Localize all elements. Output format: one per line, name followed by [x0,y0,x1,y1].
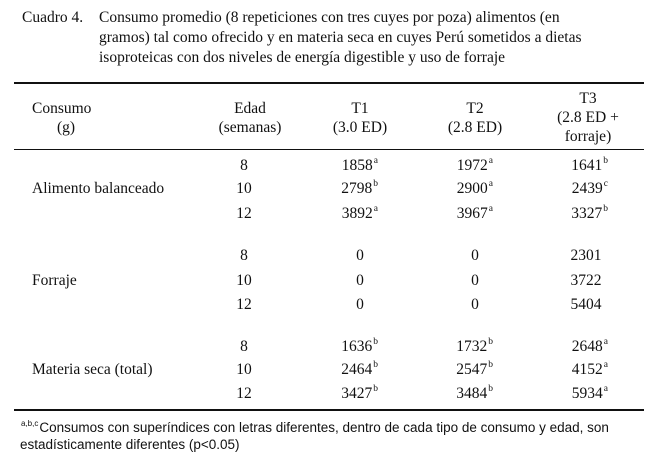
cell-t2: 3484$^b$ [456,384,493,402]
cell-t2: 2900$^a$ [456,179,493,197]
cell-t3: 3327$^b$ [571,204,608,222]
cell-t2: 0 [471,272,479,289]
cell-t2: 1732$^b$ [456,337,493,355]
header-edad-unit: (semanas) [218,119,282,136]
cell-t2: 2547$^b$ [456,360,493,378]
table-top-rule [14,82,644,84]
cell-t1: 0 [356,247,364,264]
cell-edad: 12 [236,296,252,313]
cell-t3: 3722 [570,272,602,289]
header-t2-sub: (2.8 ED) [447,119,503,136]
cell-edad: 8 [240,157,248,174]
group-label-forraje: Forraje [32,272,77,289]
header-t2: T2 [466,100,484,117]
cell-t1: 3427$^b$ [341,384,378,402]
header-t3: T3 [579,90,597,107]
cell-edad: 12 [236,205,252,222]
cell-t2: 3967$^a$ [456,204,493,222]
header-consumo-unit: (g) [56,119,76,136]
cell-edad: 10 [236,361,252,378]
cell-t1: 0 [356,296,364,313]
footnote-line-1: $^{a,b,c}$Consumos con superíndices con letras diferentes, dentro de cada tipo de consumo y edad, son [21,419,609,435]
caption-line-1: Consumo promedio (8 repeticiones con tres cuyes por poza) alimentos (en [99,9,560,26]
cell-t3: 5934$^a$ [571,384,608,402]
cell-t3: 2648$^a$ [571,337,608,355]
footnote-line-2: estadísticamente diferentes (p<0.05) [20,437,240,452]
cell-edad: 10 [236,180,252,197]
cell-edad: 8 [240,338,248,355]
footnote-marker: a,b,c [21,419,39,428]
cell-edad: 8 [240,247,248,264]
cell-edad: 10 [236,272,252,289]
caption-line-3: isoproteicas con dos niveles de energía digestible y uso de forraje [99,49,506,66]
cell-t1: 3892$^a$ [341,204,378,222]
cell-t3: 2439$^c$ [571,179,608,197]
cell-t3: 2301 [570,247,602,264]
cell-t3: 1641$^b$ [571,156,608,174]
cell-t2: 1972$^a$ [456,156,493,174]
header-t1: T1 [351,100,369,117]
table-header-rule [14,149,644,150]
header-t3-sub: (2.8 ED + [557,109,619,126]
table-bottom-rule [14,409,644,411]
cell-t1: 1858$^a$ [341,156,378,174]
header-edad: Edad [234,100,266,117]
cell-t1: 1636$^b$ [341,337,378,355]
header-t3-sub2: forraje) [564,128,612,145]
group-label-alimento: Alimento balanceado [32,180,165,197]
cell-t2: 0 [471,296,479,313]
cell-edad: 12 [236,385,252,402]
header-consumo: Consumo [32,100,92,117]
group-label-materia-seca: Materia seca (total) [32,361,153,378]
cell-t2: 0 [471,247,479,264]
cell-t1: 0 [356,272,364,289]
cell-t3: 4152$^a$ [571,360,608,378]
cell-t1: 2798$^b$ [341,179,378,197]
cell-t3: 5404 [570,296,602,313]
cell-t1: 2464$^b$ [341,360,378,378]
caption-line-2: gramos) tal como ofrecido y en materia seca en cuyes Perú sometidos a dietas [99,29,582,46]
caption-label: Cuadro 4. [22,9,84,26]
header-t1-sub: (3.0 ED) [332,119,388,136]
